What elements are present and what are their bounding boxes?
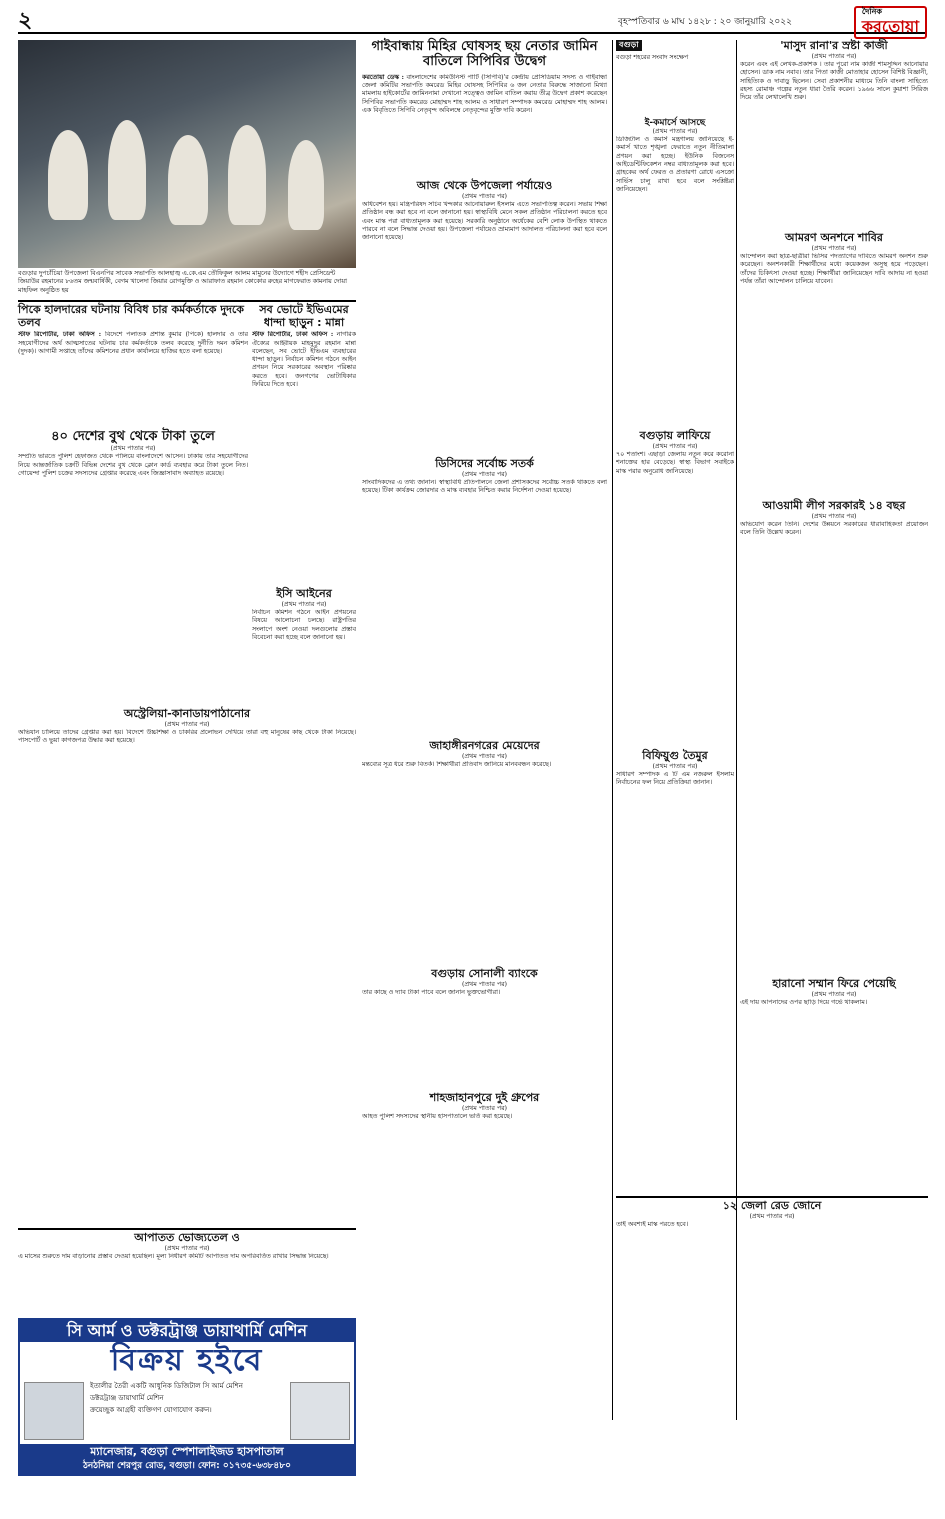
- local-news-block: বগুড়া বগুড়া শহরের সংবাদ সংক্ষেপ ই-কমার্সে আসছে (প্রথম পাতার পর) ডিজিটাল ও কমার্স মন্ত্রণালয় জানিয়েছে ই-কমার্স খাতে শৃঙ্খলা ফেরাতে নতুন নীতিমালা প্রণয়ন করা হচ্ছে। ইউনিক বিজনেস আইডেন্টিফিকেশন নম্বর বাধ্যতামূলক করা হবে। গ্রাহকের অর্থ ফেরত ও প্রতারণা রোধে এসক্রো সার্ভিস চালু রাখা হবে বলে সংশ্লিষ্টরা জানিয়েছেন।: [616, 40, 734, 436]
- article-shabi: আমরণ অনশনে শাবির (প্রথম পাতার পর) আন্দোলন করা ছাত্র-ছাত্রীরা ভিসির পদত্যাগের দাবিতে আমরণ অনশন শুরু করেছেন। অনশনকারী শিক্ষার্থীদের মধ্যে কয়েকজন অসুস্থ হয়ে পড়েছেন। তাঁদের চিকিৎসা দেওয়া হচ্ছে। শিক্ষার্থীরা জানিয়েছেন দাবি আদায় না হওয়া পর্যন্ত তাঁরা আন্দোলন চালিয়ে যাবেন।: [740, 231, 928, 285]
- article-upazila-title: আজ থেকে উপজেলা পর্যায়েও: [416, 179, 553, 192]
- c-arm-machine-image: [24, 1382, 84, 1440]
- article-awami-league: আওয়ামী লীগ সরকারই ১৪ বছর (প্রথম পাতার পর) অভিযোগ করেন তিনি। দেশের উন্নয়নে সরকারের ধারাবাহিকতা প্রয়োজন বলে তিনি উল্লেখ করেন।: [740, 499, 928, 537]
- article-40-countries: ৪০ দেশের বুথ থেকে টাকা তুলে (প্রথম পাতার পর) সম্প্রতি ভারতে পুলিশ হেফাজত থেকে পালিয়ে বাংলাদেশে আসেন। ঢাকায় তার সহযোগীদের নিয়ে আন্তর্জাতিক চক্রটি বিভিন্ন দেশের বুথ থেকে ক্লোন কার্ড ব্যবহার করে টাকা তুলে নিত। গোয়েন্দা পুলিশ চক্রের সদস্যদের গ্রেপ্তার করেছে এবং জিজ্ঞাসাবাদ অব্যাহত রয়েছে।: [18, 429, 248, 477]
- article-sonali-bank-title: বগুড়ায় সোনালী ব্যাংকে: [431, 967, 538, 980]
- article-jahangirnagar-title: জাহাঙ্গীরনগরের মেয়েদের: [429, 739, 540, 752]
- article-40-countries-title: ৪০ দেশের বুথ থেকে টাকা তুলে: [51, 429, 215, 444]
- classified-ad: [18, 1318, 356, 1476]
- article-australia: অস্ট্রেলিয়া-কানাডায়পাঠানোর (প্রথম পাতার পর) অভিযান চালিয়ে তাদের গ্রেপ্তার করা হয়। বিদেশে উচ্চশিক্ষা ও চাকরির প্রলোভন দেখিয়ে তারা বহু মানুষের কাছ থেকে টাকা নিয়েছে। পাসপোর্ট ও ভুয়া কাগজপত্র উদ্ধার করা হয়েছে।: [18, 707, 356, 745]
- ad-title: সি আর্ম ও ডক্টরট্রাঞ্জ ডায়াথার্মি মেশিন: [20, 1320, 354, 1342]
- article-cpb-title: গাইবান্ধায় মিহির ঘোষসহ ছয় নেতার জামিন বাতিলে সিপিবির উদ্বেগ: [371, 39, 598, 69]
- article-jahangirnagar: জাহাঙ্গীরনগরের মেয়েদের (প্রথম পাতার পর) মন্তব্যের সূত্র ধরে শুরু বিতর্ক। শিক্ষার্থীরা প্রতিবাদ জানিয়ে মানববন্ধন করেছে।: [362, 740, 607, 981]
- article-upazila-body: অধিবেশন হয়। মন্ত্রিপরিষদ সচিব খন্দকার আনোয়ারুল ইসলাম এতে সভাপতিত্ব করেন। সভায় শিক্ষা প্রতিষ্ঠান বন্ধ করা হবে না বলে জানানো হয়। স্বাস্থ্যবিধি মেনে সকল প্রতিষ্ঠান পরিচালনা করতে হবে এবং মাস্ক পরা বাধ্যতামূলক করা হয়েছে। সরকারি অনুষ্ঠানে অর্ধেকের বেশি লোক উপস্থিত থাকতে পারবে না বলে সিদ্ধান্ত দেওয়া হয়। উপজেলা পর্যায়েও ভ্রাম্যমাণ আদালত পরিচালনা করা হবে বলে জানানো হয়েছে।: [362, 200, 607, 242]
- article-edible-oil-title: আপাতত ভোজ্যতেল ও: [134, 1231, 240, 1244]
- article-ec-law: ইসি আইনের (প্রথম পাতার পর) নির্বাচন কমিশন গঠনে আইন প্রণয়নের বিষয়ে আলোচনা চলছে। রাষ্ট্রপতির সংলাপে অংশ নেওয়া দলগুলোর প্রস্তাব বিবেচনা করা হচ্ছে বলে জানানো হয়।: [252, 587, 356, 641]
- article-masud-rana-title: 'মাসুদ রানা'র স্রষ্টা কাজী: [780, 39, 888, 52]
- ad-headline: বিক্রয় হইবে: [110, 1343, 264, 1378]
- article-shahjahanpur: শাহজাহানপুরে দুই গ্রুপের (প্রথম পাতার পর) আহত পুলিশ সদস্যদের স্থানীয় হাসপাতালে ভর্তি করা হয়েছে।: [362, 1092, 607, 1413]
- article-evm: সব ভোটে ইভিএমের ধান্দা ছাড়ুন : মান্না স্টাফ রিপোর্টার, ঢাকা অফিস : নাগরিক ঐক্যের আহ্বায়ক মাহমুদুর রহমান মান্না বলেছেন, সব ভোটে ইভিএম ব্যবহারের ধান্দা ছাড়ুন। নির্বাচন কমিশন গঠনে আইন প্রণয়ন নিয়ে সরকারের অবস্থান পরিষ্কার করতে হবে। জনগণের ভোটাধিকার ফিরিয়ে দিতে হবে।: [252, 303, 356, 389]
- article-pk-halder-title: পিকে হালদারের ঘটনায় বিবিধ চার কর্মকর্তাকে দুদকে তলব: [18, 303, 244, 329]
- article-taimur: বিফিয়ুগু তৈমুর (প্রথম পাতার পর) সাধারণ সম্পাদক এ টি এম নজরুল ইসলাম নির্বাচনের ফল নিয়ে প্রতিক্রিয়া জানান।: [616, 749, 734, 787]
- local-news-tag: বগুড়া: [616, 40, 642, 51]
- article-shabi-title: আমরণ অনশনে শাবির: [785, 231, 883, 244]
- article-cpb-body: করতোয়া ডেস্ক : বাংলাদেশের কমিউনিস্ট পার্টি (সিপিবি)'র কেন্দ্রীয় প্রেসিডিয়াম সদস্য ও গাইবান্ধা জেলা কমিটির সভাপতি কমরেড মিহির ঘোষসহ সিপিবির ৬ জন নেতার বিরুদ্ধে সাজানো মিথ্যা মামলায় হাইকোর্টের জামিননামা দেখানো সত্ত্বেও জামিন বাতিল করায় তীব্র উদ্বেগ প্রকাশ করেছেন সিপিবির সভাপতি কমরেড মোহাম্মদ শাহ আলম ও সাধারণ সম্পাদক কমরেড মোহাম্মদ শাহ আলম। এক বিবৃতিতে সিপিবি নেতৃবৃন্দ অবিলম্বে নেতৃবৃন্দের মুক্তি দাবি করেন।: [362, 73, 607, 115]
- article-australia-title: অস্ট্রেলিয়া-কানাডায়পাঠানোর: [123, 707, 251, 720]
- ad-item-1: ইতালীর তৈরী একটি আধুনিক ডিজিটাল সি আর্ম মেশিন: [90, 1382, 243, 1390]
- ad-note: ক্রয়েচ্ছুক আগ্রহী ব্যক্তিগণ যোগাযোগ করুন।: [90, 1406, 212, 1415]
- article-lost-honor: হারানো সম্মান ফিরে পেয়েছি (প্রথম পাতার পর) এই দায় আপনাদের ওপর ছাড়ি দিয়ে গর্ভে থাকলাম।: [740, 978, 928, 1199]
- ad-footer: ম্যানেজার, বগুড়া স্পেশালাইজড হাসপাতাল ঠনঠনিয়া শেরপুর রোড, বগুড়া। ফোন: ০১৭৩৫-৬৩৮৪৮০: [20, 1444, 354, 1474]
- article-bogura-leap: বগুড়ায় লাফিয়ে (প্রথম পাতার পর) ৭০ শতাংশ। এছাড়া জেলায় নতুন করে করোনা শনাক্তের হার বেড়েছে। স্বাস্থ্য বিভাগ সবাইকে মাস্ক পরার অনুরোধ জানিয়েছে।: [616, 429, 734, 475]
- article-ecommerce-title: ই-কমার্সে আসছে: [644, 117, 706, 128]
- article-pk-halder: পিকে হালদারের ঘটনায় বিবিধ চার কর্মকর্তাকে দুদকে তলব স্টাফ রিপোর্টার, ঢাকা অফিস : বিদেশে পলাতক প্রশান্ত কুমার (পিকে) হালদার ও তার সহযোগীদের অর্থ আত্মসাতের ঘটনায় চার কর্মকর্তাকে তলব করেছে দুর্নীতি দমন কমিশন (দুদক)। আগামী সপ্তাহে তাঁদের কমিশনের প্রধান কার্যালয়ে হাজির হতে বলা হয়েছে।: [18, 303, 248, 355]
- page-number: ২: [18, 8, 33, 33]
- event-photo: [18, 40, 356, 268]
- article-red-zone: ১২ জেলা রেড জোনে (প্রথম পাতার পর) তাই অবশ্যই মাস্ক পরতে হবে।: [616, 1200, 928, 1431]
- diathermy-machine-image: [290, 1382, 350, 1440]
- masthead-prefix: দৈনিক: [861, 7, 882, 16]
- article-dc-title: ডিসিদের সর্বোচ্চ সতর্ক: [435, 457, 534, 470]
- article-ec-law-title: ইসি আইনের: [276, 587, 332, 600]
- article-upazila: আজ থেকে উপজেলা পর্যায়েও (প্রথম পাতার পর) অধিবেশন হয়। মন্ত্রিপরিষদ সচিব খন্দকার আনোয়ারুল ইসলাম এতে সভাপতিত্ব করেন। সভায় শিক্ষা প্রতিষ্ঠান বন্ধ করা হবে না বলে জানানো হয়। স্বাস্থ্যবিধি মেনে সকল প্রতিষ্ঠান পরিচালনা করতে হবে এবং মাস্ক পরা বাধ্যতামূলক করা হয়েছে। সরকারি অনুষ্ঠানে অর্ধেকের বেশি লোক উপস্থিত থাকতে পারবে না বলে সিদ্ধান্ত দেওয়া হয়। উপজেলা পর্যায়েও ভ্রাম্যমাণ আদালত পরিচালনা করা হবে বলে জানানো হয়েছে।: [362, 180, 607, 471]
- photo-caption: বগুড়ার দুপচাঁচিয়া উপজেলা বিএনপির সাবেক সভাপতি আলহাজ্ব এ.কে.এম তৌফিকুল আলম মামুনের উদ্যোগে শহীদ প্রেসিডেন্ট জিয়াউর রহমানের ৮৬তম জন্মবার্ষিকী, বেগম খালেদা জিয়ার রোগমুক্তি ও আরাফাত রহমান কোকোর রুহের মাগফেরাত কামনায় দোয়া মাহফিল অনুষ্ঠিত হয়: [18, 270, 347, 294]
- article-ecommerce-body: ডিজিটাল ও কমার্স মন্ত্রণালয় জানিয়েছে ই-কমার্স খাতে শৃঙ্খলা ফেরাতে নতুন নীতিমালা প্রণয়ন করা হচ্ছে। ইউনিক বিজনেস আইডেন্টিফিকেশন নম্বর বাধ্যতামূলক করা হবে। গ্রাহকের অর্থ ফেরত ও প্রতারণা রোধে এসক্রো সার্ভিস চালু রাখা হবে বলে সংশ্লিষ্টরা জানিয়েছেন।: [616, 136, 734, 193]
- masthead-name: করতোয়া: [861, 17, 919, 36]
- masthead-logo: [854, 6, 927, 39]
- article-taimur-title: বিফিয়ুগু তৈমুর: [642, 749, 708, 762]
- page-header: [18, 6, 927, 34]
- article-masud-rana: 'মাসুদ রানা'র স্রষ্টা কাজী (প্রথম পাতার পর) করেন এবং এই লেখক-প্রকাশক । তার পুরো নাম কাজী শামসুদ্দিন আনোয়ার হোসেন। ডাক নাম নবাব। তার পিতা কাজী মোতাহার হোসেন বিশিষ্ট বিজ্ঞানী, সাহিত্যিক ও দাবাড়ু ছিলেন। সেবা প্রকাশনীর মাধ্যমে তিনি বাংলা সাহিত্যে রহস্য রোমাঞ্চ গল্পের নতুন ধারা তৈরি করেন। ১৯৬৬ সালে কুয়াশা সিরিজ দিয়ে তাঁর লেখালেখি শুরু।: [740, 39, 928, 102]
- article-bogura-leap-title: বগুড়ায় লাফিয়ে: [639, 429, 711, 442]
- article-red-zone-title: ১২ জেলা রেড জোনে: [722, 1199, 822, 1212]
- article-evm-title: সব ভোটে ইভিএমের ধান্দা ছাড়ুন : মান্না: [259, 303, 349, 329]
- article-cpb: [362, 40, 607, 164]
- article-edible-oil: আপাতত ভোজ্যতেল ও (প্রথম পাতার পর) এ মাসের শুরুতে দাম বাড়ানোর প্রস্তাব দেওয়া হয়েছিল। মূল্য নির্ধারণ কমিটি আপাতত দাম অপরিবর্তিত রাখার সিদ্ধান্ত নিয়েছে।: [18, 1232, 356, 1323]
- article-sonali-bank: বগুড়ায় সোনালী ব্যাংকে (প্রথম পাতার পর) তার কাছে ও দ্যাব টাকা পাবে বলে জানান ভুক্তভোগীরা।: [362, 968, 607, 1099]
- article-lost-honor-title: হারানো সম্মান ফিরে পেয়েছি: [772, 977, 896, 990]
- article-awami-league-title: আওয়ামী লীগ সরকারই ১৪ বছর: [762, 499, 906, 512]
- article-shahjahanpur-title: শাহজাহানপুরে দুই গ্রুপের: [429, 1091, 540, 1104]
- issue-date: বৃহস্পতিবার ৬ মাঘ ১৪২৮ : ২০ জানুয়ারি ২০২২: [618, 17, 792, 27]
- article-dc: ডিসিদের সর্বোচ্চ সতর্ক (প্রথম পাতার পর) সাংবাদিকদের এ তথ্য জানান। স্বাস্থ্যবিধি প্রতিপালনে জেলা প্রশাসকদের সর্বোচ্চ সতর্ক থাকতে বলা হয়েছে। টিকা কার্যক্রম জোরদার ও মাস্ক ব্যবহার নিশ্চিত করার নির্দেশনা দেওয়া হয়েছে।: [362, 457, 607, 495]
- ad-item-2: ডক্টরট্রাঞ্জ ডায়াথার্মি মেশিন: [90, 1394, 164, 1403]
